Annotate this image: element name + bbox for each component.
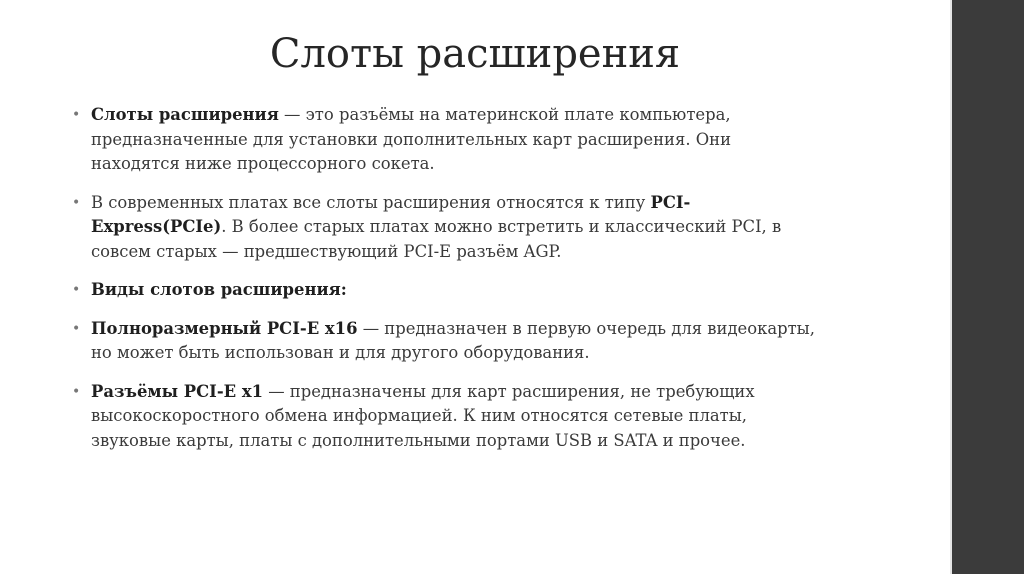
bullet-bold-text: Полноразмерный PCI-E x16 bbox=[91, 318, 358, 338]
bullet-dot-icon: • bbox=[72, 320, 81, 337]
bullet-dot-icon: • bbox=[72, 107, 81, 123]
bullet-item bbox=[72, 278, 822, 303]
bullet-list bbox=[72, 103, 822, 467]
bullet-item bbox=[72, 317, 822, 366]
bullet-text: — предназначены для карт расширения, не требующих высокоскоростного обмена информацией. К ним относятся сетевые платы, звуковые карты, платы с дополнительными портами USB и SATA и прочее. bbox=[91, 381, 755, 450]
bullet-text: — предназначен в первую очередь для видеокарты, но может быть использован и для другого оборудования. bbox=[91, 318, 815, 362]
bullet-dot-icon: • bbox=[72, 282, 81, 298]
right-accent-bar bbox=[950, 0, 1024, 574]
bullet-dot-icon: • bbox=[72, 194, 81, 211]
bullet-dot-icon: • bbox=[72, 383, 81, 400]
bullet-item bbox=[72, 380, 822, 454]
bullet-lead-text: В современных платах все слоты расширения относятся к типу bbox=[91, 192, 651, 212]
accent-bar-fill bbox=[952, 0, 1024, 574]
slide-title: Слоты расширения bbox=[269, 31, 681, 77]
bullet-bold-text: Виды слотов расширения: bbox=[91, 280, 347, 299]
bullet-item bbox=[72, 103, 822, 177]
bullet-text: . В более старых платах можно встретить и классический PCI, в совсем старых — предшествующий PCI-E разъём AGP. bbox=[91, 217, 782, 261]
bullet-bold-text: Разъёмы PCI-E x1 bbox=[91, 381, 263, 401]
bullet-item bbox=[72, 191, 822, 265]
bullet-text: — это разъёмы на материнской плате компьютера, предназначенные для установки дополнительных карт расширения. Они находятся ниже процессорного сокета. bbox=[91, 105, 732, 173]
bullet-bold-text: PCI-Express(PCIe) bbox=[91, 192, 691, 236]
bullet-bold-text: Слоты расширения bbox=[91, 105, 279, 124]
